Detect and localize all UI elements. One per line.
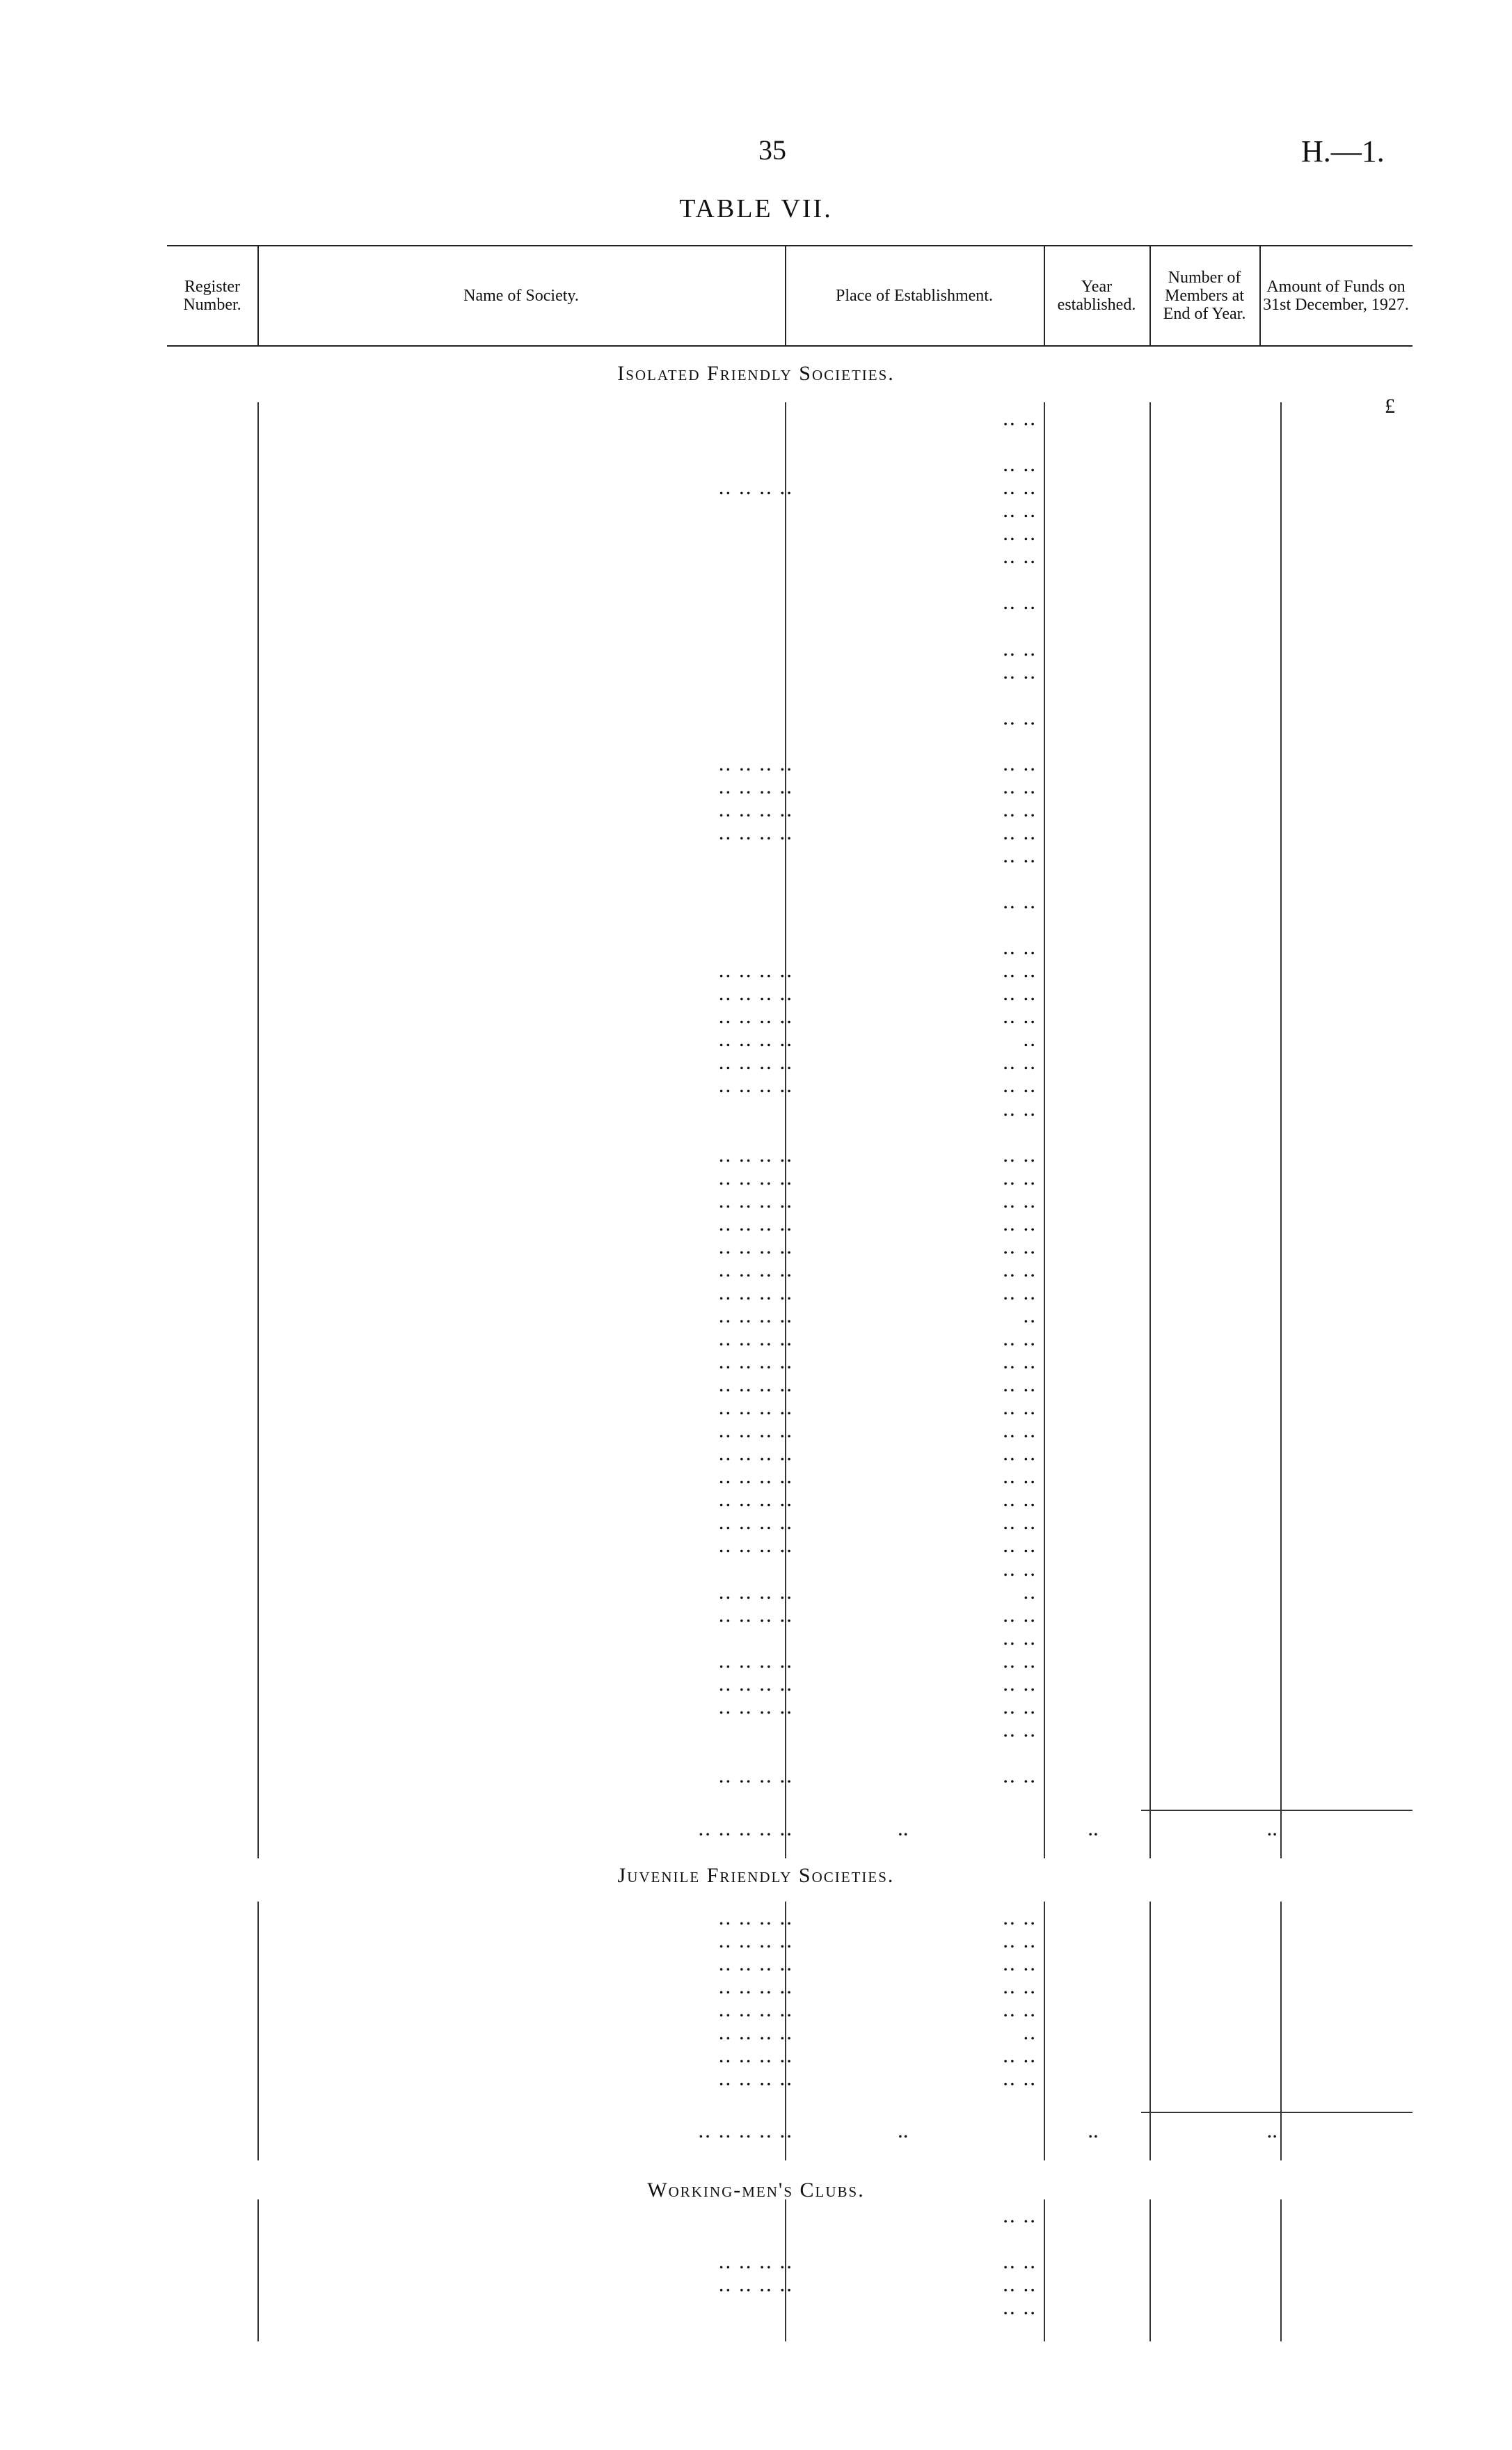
leader-dots: .. .. .. .. (718, 1762, 793, 1787)
leader-dots: .. (1023, 1579, 1037, 1604)
table-row (0, 844, 1512, 890)
leader-dots: .. .. .. .. (718, 981, 793, 1006)
total-row (0, 1817, 1512, 1863)
leader-dots: .. .. (1003, 889, 1037, 914)
column-rule (1280, 402, 1282, 1858)
leader-dots: .. .. .. .. (718, 1256, 793, 1281)
leader-dots: .. .. (1003, 1974, 1037, 1999)
table-row (0, 1626, 1512, 1649)
leader-dots: .. .. .. .. (718, 2066, 793, 2091)
leader-dots: .. .. (1003, 981, 1037, 1006)
leader-dots: .. .. (1003, 1670, 1037, 1696)
leader-dots: .. .. (1003, 498, 1037, 523)
leader-dots: .. (1266, 2118, 1278, 2142)
leader-dots: .. (898, 1816, 909, 1840)
table-row (0, 544, 1512, 590)
leader-dots: .. .. (1003, 1951, 1037, 1976)
column-rule (1149, 2199, 1151, 2341)
table-row (0, 1004, 1512, 1027)
leader-dots: .. (898, 2118, 909, 2142)
table-row (0, 2021, 1512, 2044)
leader-dots: .. (1023, 2020, 1037, 2045)
header-place: Place of Establishment. (785, 246, 1045, 345)
leader-dots: .. .. (1003, 750, 1037, 775)
leader-dots: .. .. .. .. (718, 1004, 793, 1029)
column-rule (1044, 2199, 1045, 2341)
leader-dots: .. (1266, 1816, 1278, 1840)
table-row (0, 1189, 1512, 1212)
leader-dots: .. .. (1003, 1164, 1037, 1190)
table-row (0, 981, 1512, 1004)
leader-dots: .. .. (1003, 1905, 1037, 1929)
leader-dots: .. .. .. .. (718, 2020, 793, 2045)
table-row (0, 1166, 1512, 1189)
leader-dots: .. .. .. .. (718, 1997, 793, 2022)
table-row (0, 1327, 1512, 1350)
header-name: Name of Society. (257, 246, 786, 345)
leader-dots: .. .. (1003, 842, 1037, 867)
leader-dots: .. .. .. .. (718, 1974, 793, 1999)
leader-dots: .. .. .. .. (718, 1418, 793, 1443)
leader-dots: .. .. .. .. (718, 1602, 793, 1627)
table-row (0, 706, 1512, 752)
leader-dots: .. .. .. .. (718, 475, 793, 500)
leader-dots: .. .. .. .. (718, 1164, 793, 1190)
leader-dots: .. .. (1003, 1141, 1037, 1167)
leader-dots: .. .. .. .. (718, 1693, 793, 1718)
table-row (0, 1975, 1512, 1998)
leader-dots: .. .. .. .. (718, 1279, 793, 1304)
table-row (0, 660, 1512, 706)
leader-dots: .. .. (1003, 1556, 1037, 1581)
header-year: Year established. (1044, 246, 1151, 345)
table-row (0, 1304, 1512, 1327)
column-rule (1280, 2199, 1282, 2341)
table-title: TABLE VII. (679, 194, 833, 223)
table-row (0, 775, 1512, 798)
table-row (0, 1073, 1512, 1096)
currency-symbol: £ (1385, 395, 1395, 418)
leader-dots: .. .. (1003, 1441, 1037, 1466)
leader-dots: .. .. .. .. (718, 1073, 793, 1098)
leader-dots: .. .. (1003, 1693, 1037, 1718)
leader-dots: .. .. .. .. (718, 1326, 793, 1350)
table-row (0, 498, 1512, 521)
table-row (0, 935, 1512, 958)
leader-dots: .. .. .. .. (718, 2249, 793, 2274)
leader-dots: .. .. .. .. (718, 1210, 793, 1235)
leader-dots: .. .. (1003, 796, 1037, 821)
leader-dots: .. .. (1003, 2272, 1037, 2297)
leader-dots: .. .. .. .. (718, 1233, 793, 1258)
leader-dots: .. .. (1003, 1418, 1037, 1443)
header-members: Number of Members at End of Year. (1149, 246, 1261, 345)
leader-dots: .. .. .. .. .. (698, 2118, 793, 2142)
table-row (0, 637, 1512, 660)
leader-dots: .. (1023, 1302, 1037, 1327)
table-row (0, 452, 1512, 475)
leader-dots: .. .. .. .. (718, 1050, 793, 1075)
leader-dots: .. .. (1003, 2295, 1037, 2320)
table-row (0, 590, 1512, 636)
column-rule (257, 1902, 259, 2160)
leader-dots: .. .. .. .. (718, 2272, 793, 2297)
total-rule (1141, 2112, 1412, 2113)
table-row (0, 1464, 1512, 1487)
table-row (0, 1050, 1512, 1073)
leader-dots: .. .. (1003, 590, 1037, 615)
leader-dots: .. .. (1003, 1395, 1037, 1420)
leader-dots: .. .. (1003, 1233, 1037, 1258)
leader-dots: .. .. (1003, 1928, 1037, 1953)
leader-dots: .. (1088, 1816, 1099, 1840)
leader-dots: .. .. .. .. (718, 1928, 793, 1953)
leader-dots: .. .. .. .. (718, 796, 793, 821)
table-row (0, 406, 1512, 452)
leader-dots: .. .. (1003, 1326, 1037, 1350)
leader-dots: .. .. (1003, 544, 1037, 569)
leader-dots: .. .. (1003, 2066, 1037, 2091)
table-row (0, 1695, 1512, 1718)
leader-dots: .. .. (1003, 521, 1037, 546)
table-row (0, 2066, 1512, 2089)
table-row (0, 1580, 1512, 1603)
table-row (0, 2204, 1512, 2250)
leader-dots: .. .. (1003, 1464, 1037, 1489)
table-row (0, 1396, 1512, 1418)
table-row (0, 521, 1512, 544)
leader-dots: .. .. (1003, 773, 1037, 798)
leader-dots: .. .. .. .. (718, 750, 793, 775)
column-rule (785, 2199, 786, 2341)
leader-dots: .. .. .. .. (718, 1187, 793, 1212)
leader-dots: .. .. (1003, 1279, 1037, 1304)
table-row (0, 1350, 1512, 1373)
leader-dots: .. .. .. .. (718, 819, 793, 844)
column-rule (1044, 1902, 1045, 2160)
table-row (0, 1143, 1512, 1166)
table-row (0, 890, 1512, 935)
leader-dots: .. .. (1003, 1349, 1037, 1374)
table-row (0, 1281, 1512, 1304)
column-rule (1149, 1902, 1151, 2160)
column-rule (1044, 402, 1045, 1858)
leader-dots: .. .. .. .. (718, 1647, 793, 1673)
table-row (0, 1487, 1512, 1510)
header-register: Register Number. (167, 246, 259, 345)
leader-dots: .. .. .. .. (718, 1027, 793, 1052)
table-row (0, 1212, 1512, 1235)
leader-dots: .. .. (1003, 406, 1037, 430)
column-rule (1149, 402, 1151, 1858)
leader-dots: .. .. .. .. (718, 2043, 793, 2068)
table-row (0, 1441, 1512, 1464)
table-row (0, 1557, 1512, 1580)
leader-dots: .. .. .. .. (718, 1141, 793, 1167)
table-row (0, 1998, 1512, 2021)
table-row (0, 1929, 1512, 1952)
document-reference: H.—1. (1301, 134, 1385, 168)
leader-dots: .. .. (1003, 1762, 1037, 1787)
leader-dots: .. .. .. .. (718, 1372, 793, 1397)
table-row (0, 752, 1512, 775)
table-row (0, 475, 1512, 498)
leader-dots: .. .. (1003, 1997, 1037, 2022)
leader-dots: .. .. (1003, 958, 1037, 983)
table-row (0, 2295, 1512, 2341)
leader-dots: .. .. (1003, 475, 1037, 500)
table-row (0, 1649, 1512, 1672)
table-row (0, 958, 1512, 981)
leader-dots: .. .. (1003, 1372, 1037, 1397)
column-rule (785, 1902, 786, 2160)
table-row (0, 1097, 1512, 1143)
table-row (0, 2273, 1512, 2295)
leader-dots: .. (1088, 2118, 1099, 2142)
table-row (0, 1258, 1512, 1281)
leader-dots: .. .. .. .. (718, 1349, 793, 1374)
leader-dots: .. .. (1003, 1533, 1037, 1558)
table-row (0, 1510, 1512, 1533)
leader-dots: .. .. (1003, 658, 1037, 683)
section-title: Juvenile Friendly Societies. (617, 1864, 895, 1887)
leader-dots: .. .. .. .. (718, 1579, 793, 1604)
table-row (0, 821, 1512, 844)
leader-dots: .. .. (1003, 1625, 1037, 1650)
leader-dots: .. .. (1003, 1187, 1037, 1212)
leader-dots: .. .. .. .. (718, 1510, 793, 1535)
total-row (0, 2119, 1512, 2165)
table-row (0, 798, 1512, 821)
leader-dots: .. .. (1003, 2203, 1037, 2227)
leader-dots: .. .. (1003, 1602, 1037, 1627)
table-row (0, 1906, 1512, 1929)
column-rule (785, 402, 786, 1858)
leader-dots: .. .. (1003, 635, 1037, 661)
page-number: 35 (758, 134, 786, 166)
table-row (0, 1418, 1512, 1441)
leader-dots: .. (1023, 1027, 1037, 1052)
leader-dots: .. .. (1003, 819, 1037, 844)
leader-dots: .. .. .. .. (718, 958, 793, 983)
leader-dots: .. .. (1003, 1073, 1037, 1098)
leader-dots: .. .. .. .. (718, 1670, 793, 1696)
leader-dots: .. .. (1003, 1647, 1037, 1673)
total-rule (1141, 1810, 1412, 1811)
table-row (0, 2250, 1512, 2273)
column-rule (1280, 1902, 1282, 2160)
table-row (0, 1764, 1512, 1787)
leader-dots: .. .. .. .. (718, 1533, 793, 1558)
table-row (0, 1027, 1512, 1050)
leader-dots: .. .. .. .. .. (698, 1816, 793, 1840)
header-funds: Amount of Funds on 31st December, 1927. (1263, 278, 1409, 314)
leader-dots: .. .. .. .. (718, 1302, 793, 1327)
leader-dots: .. .. (1003, 1716, 1037, 1741)
leader-dots: .. .. .. .. (718, 1464, 793, 1489)
column-rule (257, 402, 259, 1858)
leader-dots: .. .. .. .. (718, 1905, 793, 1929)
table-row (0, 1718, 1512, 1764)
table-row (0, 1672, 1512, 1695)
leader-dots: .. .. (1003, 2043, 1037, 2068)
leader-dots: .. .. (1003, 704, 1037, 729)
leader-dots: .. .. (1003, 1050, 1037, 1075)
table-header (167, 245, 1412, 347)
leader-dots: .. .. (1003, 1096, 1037, 1121)
leader-dots: .. .. (1003, 452, 1037, 477)
section-title: Working-men's Clubs. (647, 2179, 865, 2202)
leader-dots: .. .. (1003, 1510, 1037, 1535)
leader-dots: .. .. (1003, 1210, 1037, 1235)
table-row (0, 1533, 1512, 1556)
table-row (0, 1373, 1512, 1396)
table-row (0, 1235, 1512, 1258)
leader-dots: .. .. (1003, 1487, 1037, 1512)
table-row (0, 1952, 1512, 1975)
leader-dots: .. .. .. .. (718, 1395, 793, 1420)
leader-dots: .. .. (1003, 1004, 1037, 1029)
table-row (0, 2044, 1512, 2066)
table-row (0, 1603, 1512, 1626)
column-rule (257, 2199, 259, 2341)
leader-dots: .. .. (1003, 1256, 1037, 1281)
leader-dots: .. .. .. .. (718, 1487, 793, 1512)
section-title: Isolated Friendly Societies. (617, 362, 895, 385)
leader-dots: .. .. .. .. (718, 1441, 793, 1466)
leader-dots: .. .. (1003, 2249, 1037, 2274)
leader-dots: .. .. .. .. (718, 1951, 793, 1976)
leader-dots: .. .. (1003, 935, 1037, 960)
leader-dots: .. .. .. .. (718, 773, 793, 798)
